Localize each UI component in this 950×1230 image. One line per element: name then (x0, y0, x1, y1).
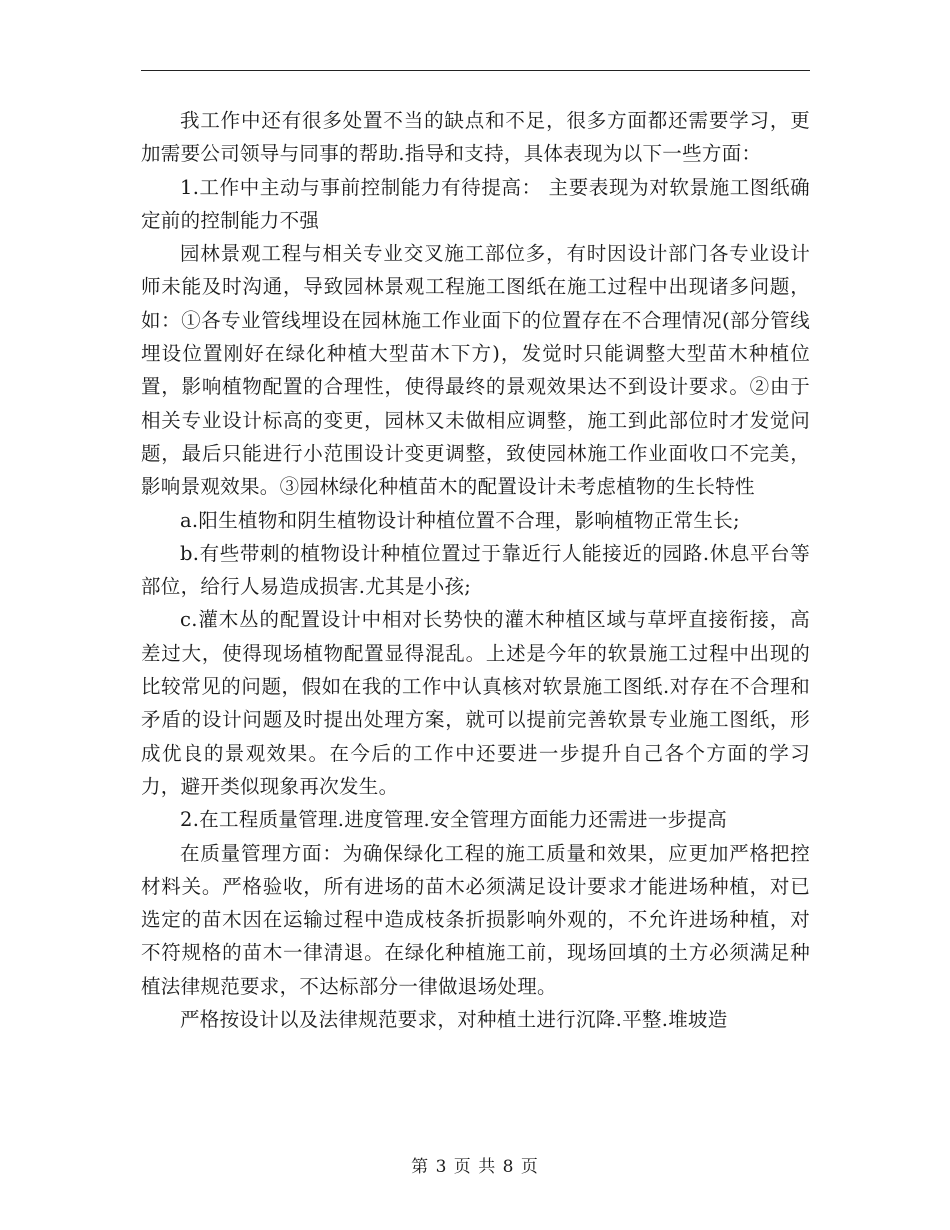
paragraph-intro: 我工作中还有很多处置不当的缺点和不足，很多方面都还需要学习，更加需要公司领导与同事的帮助.指导和支持，具体表现为以下一些方面： (141, 109, 810, 166)
page-number: 第 3 页 共 8 页 (411, 1157, 539, 1177)
paragraph-item-2: 2.在工程质量管理.进度管理.安全管理方面能力还需进一步提高 (180, 808, 728, 832)
paragraph-point-c: c.灌木丛的配置设计中相对长势快的灌木种植区域与草坪直接衔接，高差过大，使得现场植物配置显得混乱。上述是今年的软景施工过程中出现的比较常见的问题，假如在我的工作中认真核对软景施工图纸.对存在不合理和矛盾的设计问题及时提出处理方案，就可以提前完善软景专业施工图纸，形成优良的景观效果。在今后的工作中还要进一步提升自己各个方面的学习力，避开类似现象再次发生。 (141, 608, 810, 798)
paragraph-quality-management: 在质量管理方面：为确保绿化工程的施工质量和效果，应更加严格把控材料关。严格验收，所有进场的苗木必须满足设计要求才能进场种植，对已选定的苗木因在运输过程中造成枝条折损影响外观的，不允许进场种植，对不符规格的苗木一律清退。在绿化种植施工前，现场回填的土方必须满足种植法律规范要求，不达标部分一律做退场处理。 (141, 841, 810, 998)
paragraph-landscape-issues: 园林景观工程与相关专业交叉施工部位多，有时因设计部门各专业设计师未能及时沟通，导致园林景观工程施工图纸在施工过程中出现诸多问题，如：①各专业管线埋设在园林施工作业面下的位置存在不合理情况(部分管线埋设位置刚好在绿化种植大型苗木下方)，发觉时只能调整大型苗木种植位置，影响植物配置的合理性，使得最终的景观效果达不到设计要求。②由于相关专业设计标高的变更，园林又未做相应调整，施工到此部位时才发觉问题，最后只能进行小范围设计变更调整，致使园林施工作业面收口不完美，影响景观效果。③园林绿化种植苗木的配置设计未考虑植物的生长特性 (141, 242, 810, 499)
paragraph-item-1: 1.工作中主动与事前控制能力有待提高： 主要表现为对软景施工图纸确定前的控制能力不强 (141, 175, 810, 232)
body-text (141, 104, 810, 1036)
paragraph-point-a: a.阳生植物和阴生植物设计种植位置不合理，影响植物正常生长; (180, 508, 740, 532)
paragraph-soil-requirements: 严格按设计以及法律规范要求，对种植土进行沉降.平整.堆坡造 (180, 1008, 728, 1032)
header-rule (141, 70, 810, 71)
paragraph-point-b: b.有些带刺的植物设计种植位置过于靠近行人能接近的园路.休息平台等部位，给行人易造成损害.尤其是小孩; (141, 541, 810, 599)
